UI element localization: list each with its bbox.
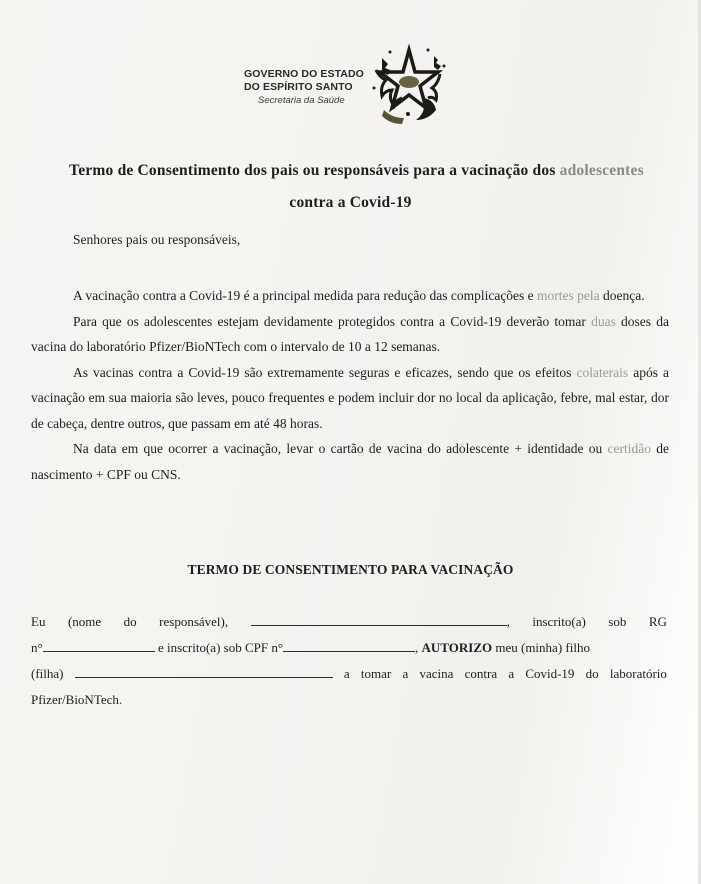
salutation: Senhores pais ou responsáveis, xyxy=(73,232,241,247)
paragraph: A vacinação contra a Covid-19 é a principal medida para redução das complicações e mortes pela doença. xyxy=(73,288,645,303)
consent-row-2: n° e inscrito(a) sob CPF n° , AUTORIZO meu (minha) filho xyxy=(31,640,590,655)
consent-row-3: (filha) a tomar a vacina contra a Covid-19 do laboratório xyxy=(31,666,667,681)
body-text xyxy=(31,283,669,487)
coat-of-arms-icon xyxy=(368,44,450,130)
title-line-2: contra a Covid-19 xyxy=(289,194,412,211)
cpf-number-field[interactable] xyxy=(283,639,415,652)
paragraph: As vacinas contra a Covid-19 são extremamente seguras e eficazes, sendo que os efeitos colaterais após a vacinação em sua maioria são leves, pouco frequentes e podem incluir dor no local da aplicação, febre, mal estar, dor de cabeça, dentre outros, que passam em até 48 horas. xyxy=(31,364,669,431)
paragraph: Para que os adolescentes estejam devidamente protegidos contra a Covid-19 deverão tomar duas doses da vacina do laboratório Pfizer/BioNTech com o intervalo de 10 a 12 semanas. xyxy=(31,313,669,354)
consent-form xyxy=(31,609,667,713)
letterhead-department: Secretaria da Saúde xyxy=(258,95,345,106)
guardian-name-field[interactable] xyxy=(251,613,507,626)
consent-row-1: Eu (nome do responsável), , inscrito(a) sob RG xyxy=(31,614,667,629)
title-line-1: Termo de Consentimento dos pais ou responsáveis para a vacinação dos adolescentes xyxy=(69,162,644,179)
letterhead-line-1: GOVERNO DO ESTADO xyxy=(244,68,364,80)
child-name-field[interactable] xyxy=(75,665,333,678)
letterhead xyxy=(244,68,364,108)
consent-row-4: Pfizer/BioNTech. xyxy=(31,692,123,707)
paragraph: Na data em que ocorrer a vacinação, levar o cartão de vacina do adolescente + identidade ou certidão de nascimento + CPF ou CNS. xyxy=(31,441,669,482)
letterhead-line-2: DO ESPÍRITO SANTO xyxy=(244,81,353,93)
rg-number-field[interactable] xyxy=(43,639,155,652)
consent-section-title: TERMO DE CONSENTIMENTO PARA VACINAÇÃO xyxy=(187,562,514,577)
document-title xyxy=(0,155,701,219)
authorize-label: AUTORIZO xyxy=(421,640,493,655)
